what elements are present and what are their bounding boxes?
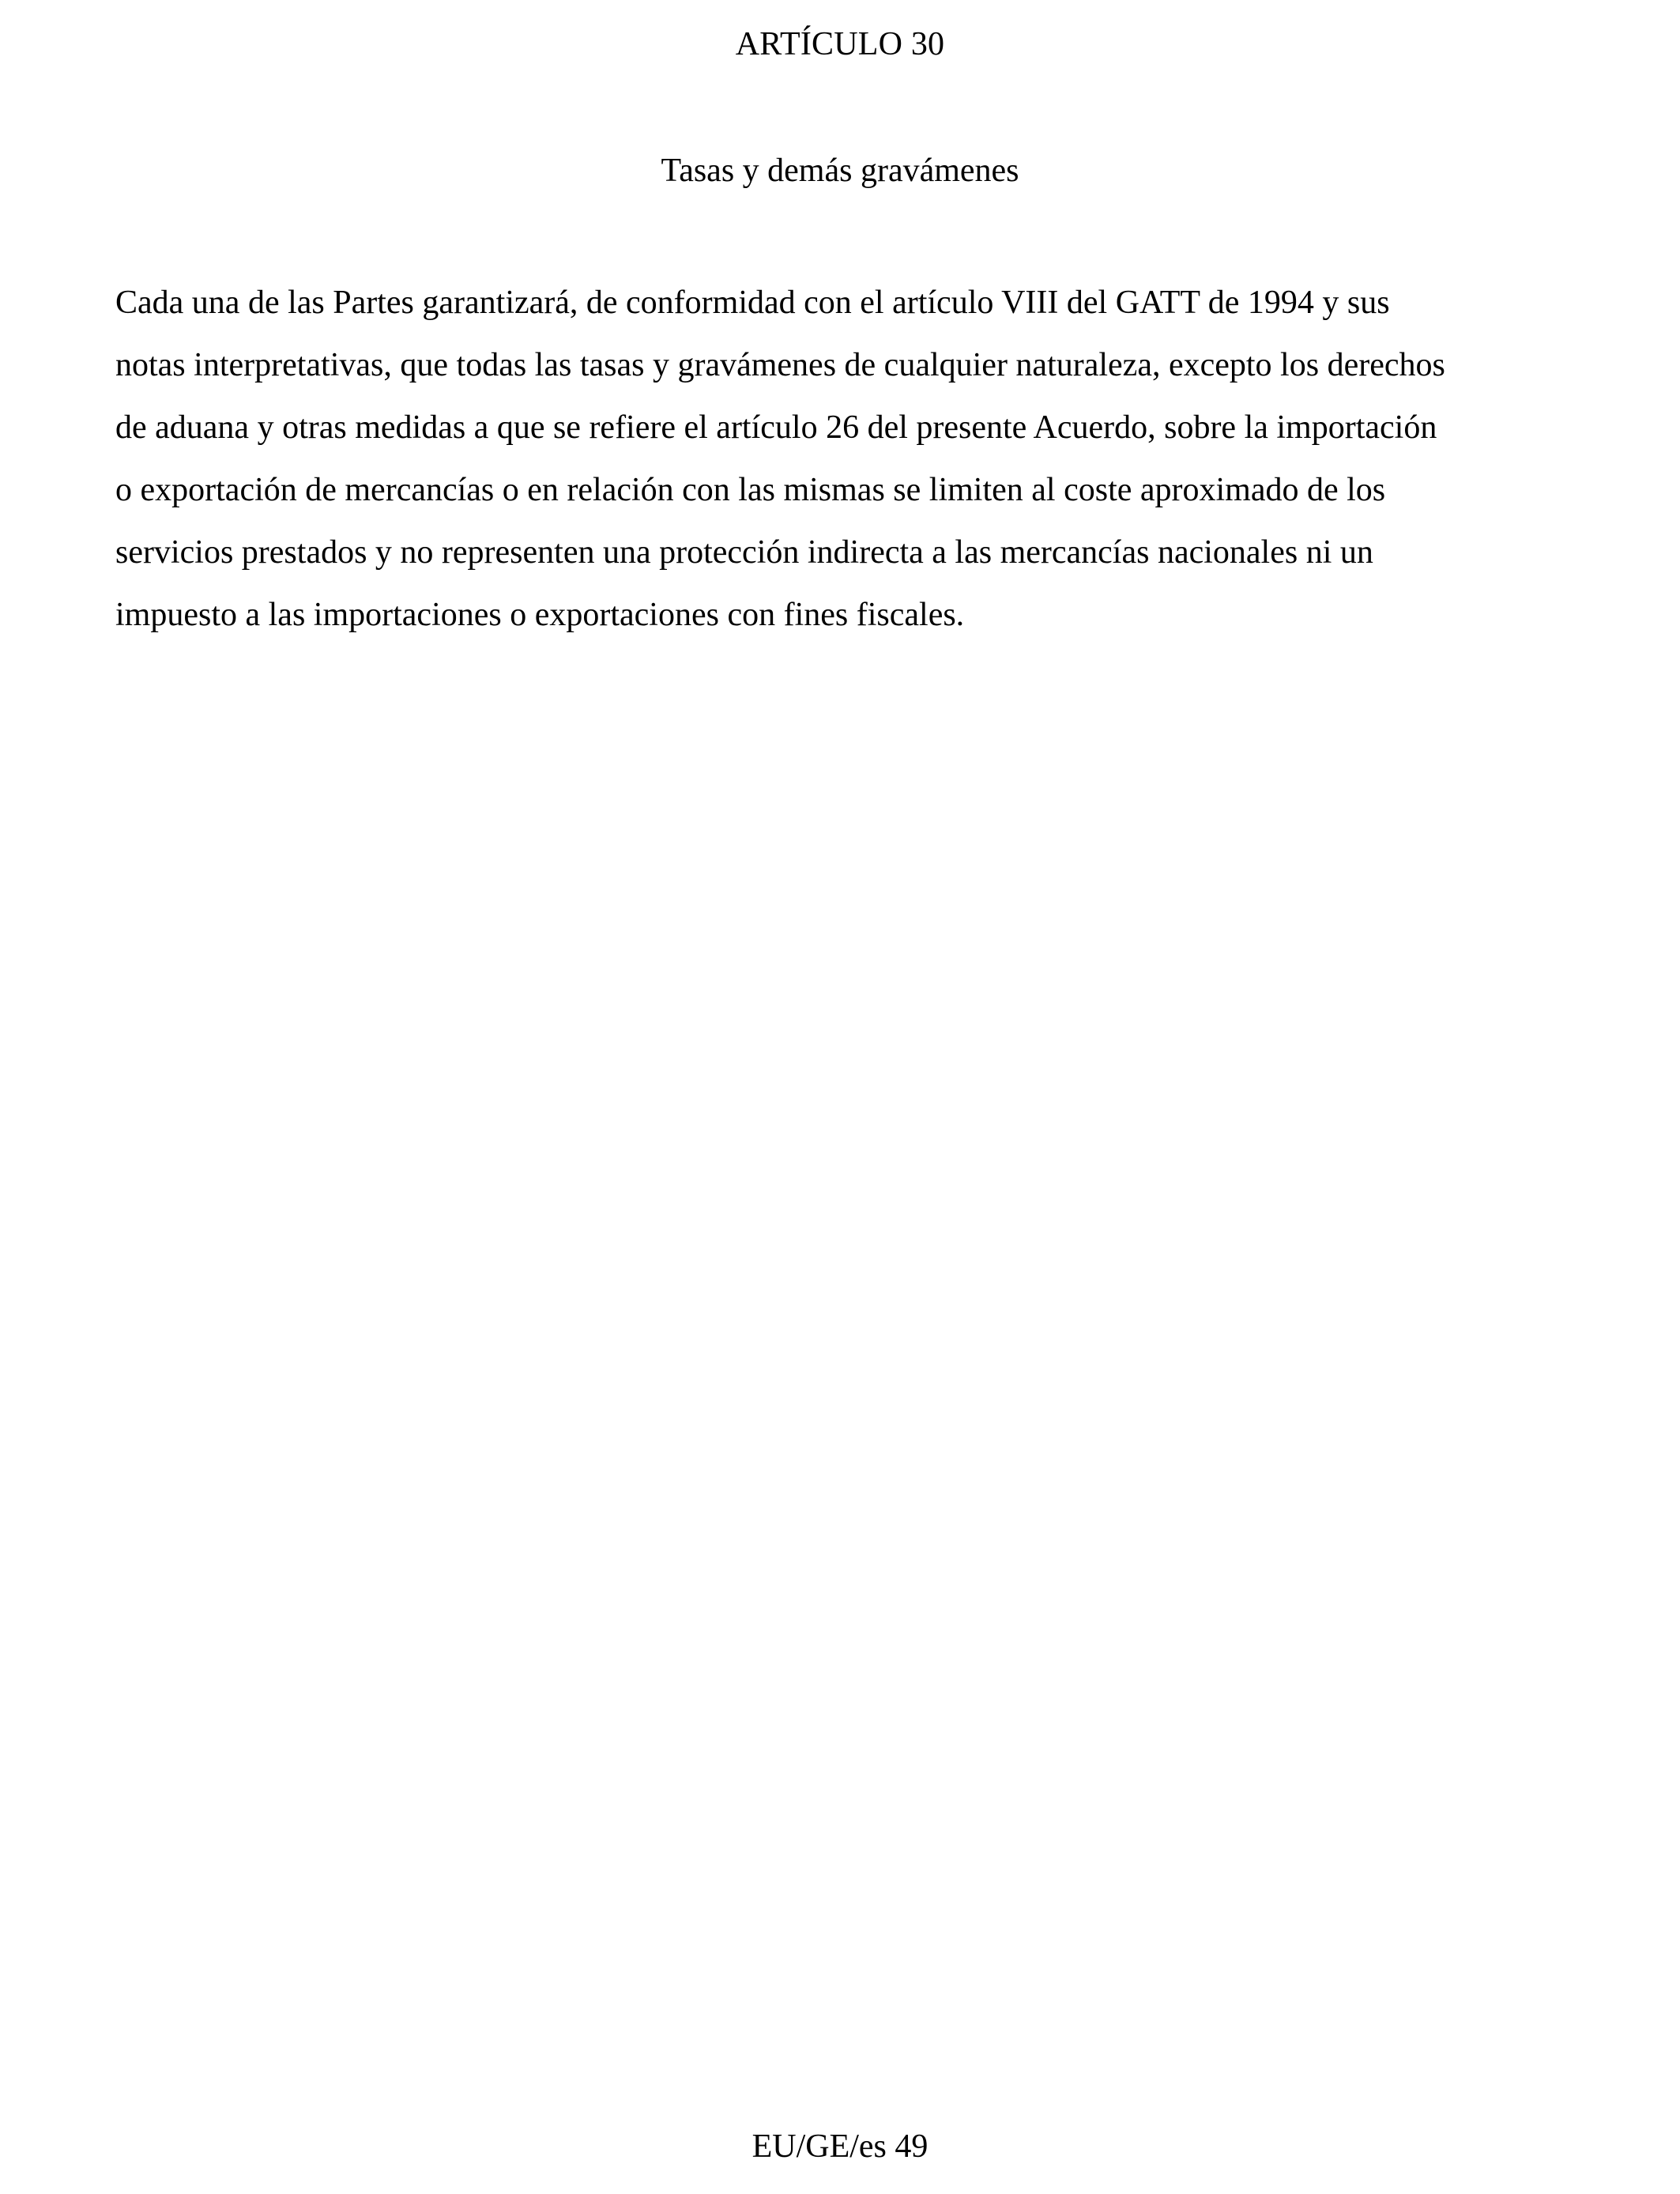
body-line: impuesto a las importaciones o exportaciones con fines fiscales. xyxy=(115,597,965,633)
body-line: Cada una de las Partes garantizará, de conformidad con el artículo VIII del GATT de 1994 y sus xyxy=(115,285,1390,321)
article-title: Tasas y demás gravámenes xyxy=(661,153,1019,189)
body-line: servicios prestados y no representen una protección indirecta a las mercancías nacionales ni un xyxy=(115,534,1373,571)
article-body xyxy=(115,272,1577,647)
article-number: ARTÍCULO 30 xyxy=(735,26,945,62)
body-line: de aduana y otras medidas a que se refiere el artículo 26 del presente Acuerdo, sobre la importación xyxy=(115,409,1437,446)
body-line: o exportación de mercancías o en relación con las mismas se limiten al coste aproximado de los xyxy=(115,472,1386,508)
page-footer: EU/GE/es 49 xyxy=(751,2128,929,2165)
body-line: notas interpretativas, que todas las tasas y gravámenes de cualquier naturaleza, excepto los derechos xyxy=(115,347,1445,383)
